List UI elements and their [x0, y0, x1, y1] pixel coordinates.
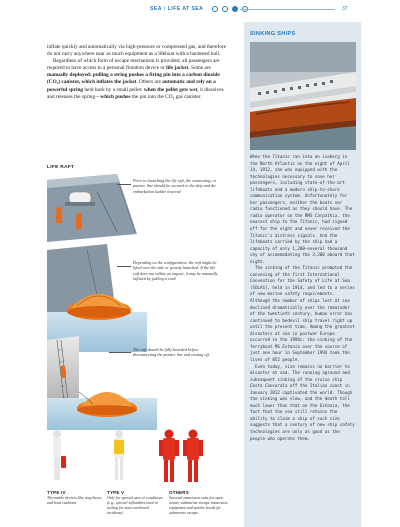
paragraph: The sinking of the Titanic prompted the convening of the first International Convention for the Safety of Life at Sea (SOLAS), held in 1914, and led to a series of new marine safety requirements. Although the number of ships lost at sea declined dramatically over the remainder of the twentieth century, human error has continued to bedevil ship travel right up until the present time. Among the greatest disasters at sea in postwar Europe occurred in the 1990s: the sinking of the ferryboat MS Estonia over the course of just one hour in September 1994 took the lives of 852 people. [250, 265, 355, 362]
callout-line [109, 352, 131, 353]
gear-description: Only for special uses or conditions (e.g., special inflatables used in sailing for man overboard incidents). [107, 495, 163, 515]
type-v-figure [114, 430, 124, 480]
header-rule [240, 9, 335, 10]
page-header [0, 0, 400, 22]
life-raft-diagram [47, 172, 229, 430]
paragraph: When the Titanic ran into an iceberg in the North Atlantic on the night of April 14, 1912, she was equipped with the technologies necessary to save her passengers, including state-of-the-art lifeboats and a modern ship-to-shore communication system. Unfortunately for her passengers, neither the boats nor radio functioned as they should have. The radio operator on the RMS Carpathia, the nearest ship to the Titanic, had signed off for the night and never received the Titanic's distress signals. And the lifeboats carried by the ship had a capacity of only 1,200—several thousand shy of accommodating the 3,300 aboard that night. [250, 154, 355, 264]
gear-type-iv [47, 490, 103, 506]
gear-type-v [107, 490, 163, 516]
flotation-gear-legend [47, 490, 232, 526]
costa-concordia-photo [250, 42, 356, 150]
gear-title: TYPE IV [47, 490, 66, 495]
paragraph: inflate quickly and automatically via high-pressure or compressed gas, and therefore do not carry anywhere near as much equipment as a lifeboat with a hardened hull. [47, 44, 227, 58]
callout-line [117, 266, 131, 267]
life-raft-illustration [47, 172, 229, 430]
progress-dot [222, 6, 228, 12]
scene-raft-inflating [47, 244, 147, 352]
sidebar-body [250, 154, 356, 442]
immersion-suit-figures [159, 430, 203, 483]
gear-others [169, 490, 231, 516]
gear-description: Survival immersion suits for open ocean; submarine escape immersion equipment and steinke hoods for submarine escape. [169, 495, 228, 515]
sidebar-title: SINKING SHIPS [250, 31, 296, 37]
flotation-gear-figures [47, 426, 229, 488]
running-head [150, 6, 203, 12]
body-text [47, 44, 230, 101]
life-raft-heading: LIFE RAFT [47, 165, 75, 170]
flotation-gear-illustration [47, 426, 229, 488]
shipwreck-photo [250, 42, 356, 150]
type-iv-figure [53, 430, 66, 480]
page-number: 37 [342, 6, 348, 12]
progress-dot-active [232, 6, 238, 12]
caption-board: The raft should be fully boarded before disconnecting the painter line and casting off. [133, 347, 210, 358]
gear-title: TYPE V [107, 490, 125, 495]
paragraph: Even today, size remains no barrier to disaster at sea. The running aground and subsequent sinking of the cruise ship Costa Concordia off the Italian coast in January 2012 captivated the world. Though the sinking was slow, and the death toll much lower than that on the Estonia, the fact that the sea still retains the ability to claim a ship of such size suggests that a century of new ship safety technologies are only as good as the people who operate them. [250, 363, 355, 441]
subsection-label: LIFE AT SEA [167, 6, 204, 12]
separator: | [163, 6, 166, 12]
gear-title: OTHERS [169, 490, 189, 495]
caption-launch: Prior to launching the life raft, the connecting, or painter, line should be secured to the ship and the embarkation ladder lowered. [133, 178, 217, 194]
progress-dot [212, 6, 218, 12]
gear-description: Throwable devices like ring buoys and boat cushions. [47, 495, 102, 505]
caption-inflate: Depending on the configuration, the raft might be lifted over the side or gravity launched. If the life raft does not inflate on impact, it may be manually inflated by pulling a cord. [133, 260, 218, 281]
paragraph: Regardless of which form of escape mechanism is provided, all passengers are required to have access to a personal flotation device or life jacket. Some are manually deployed: pulling a string pushes a firing pin into a carbon dioxide (CO₂) canister, which inflates the jacket. Others are automatic and rely on a powerful spring held back by a small pellet: when the pellet gets wet, it dissolves and releases the spring—which pushes the pin into the CO₂ gas canister. [47, 58, 224, 100]
section-label: SEA [150, 6, 162, 12]
callout-line [117, 184, 131, 185]
